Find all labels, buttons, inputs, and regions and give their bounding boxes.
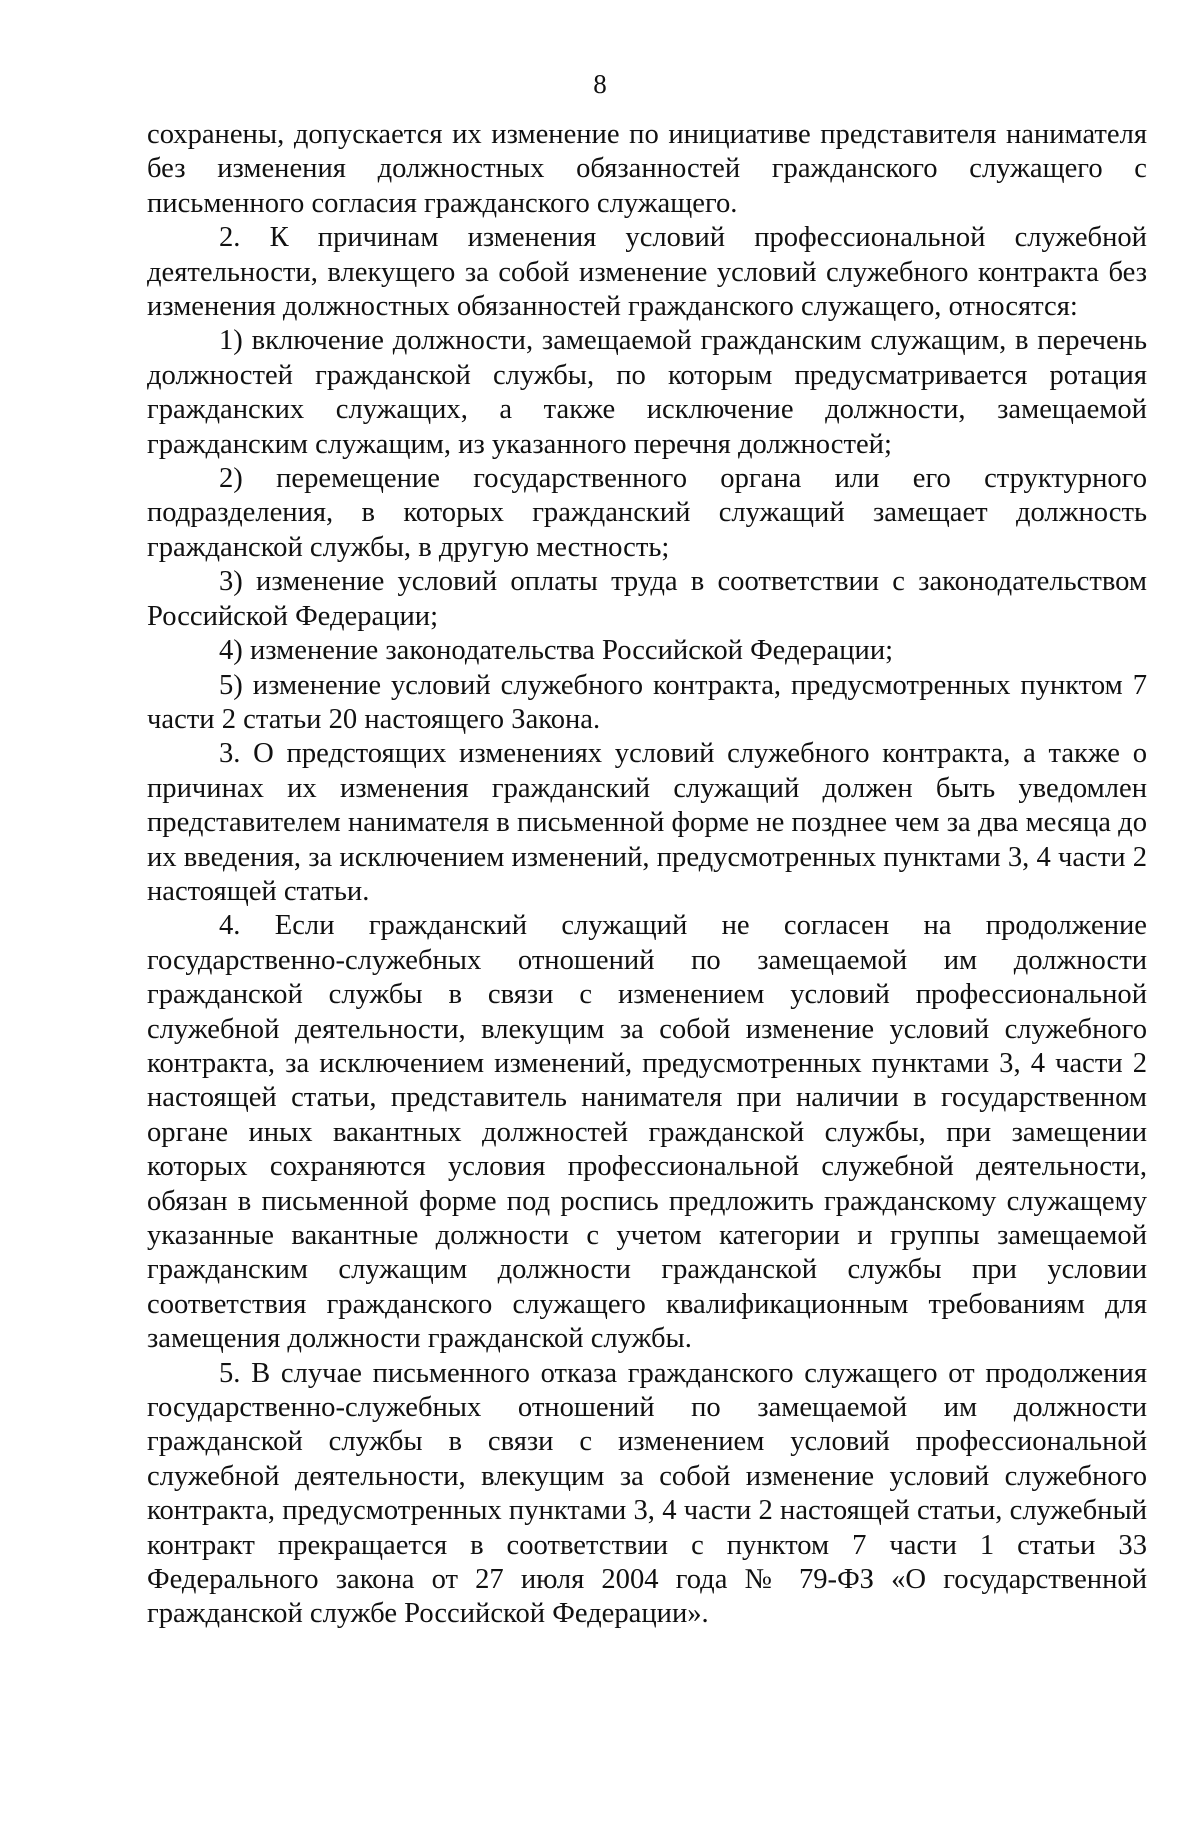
paragraph-point-4: 4. Если гражданский служащий не согласен на продолжение государственно-служебных отношений по замещаемой им должности гражданской службы в связи с изменением условий профессиональной служебной деятельности, влекущим за собой изменение условий служебного контракта, за исключением изменений, предусмотренных пунктами 3, 4 части 2 настоящей статьи, представитель нанимателя при наличии в государственном органе иных вакантных должностей гражданской службы, при замещении которых сохраняются условия профессиональной служебной деятельности, обязан в письменной форме под роспись предложить гражданскому служащему указанные вакантные должности с учетом категории и группы замещаемой гражданским служащим должности гражданской службы при условии соответствия гражданского служащего квалификационным требованиям для замещения должности гражданской службы. (147, 910, 1147, 1355)
paragraph-point-3: 3. О предстоящих изменениях условий служебного контракта, а также о причинах их изменения гражданский служащий должен быть уведомлен представителем нанимателя в письменной форме не позднее чем за два месяца до их введения, за исключением изменений, предусмотренных пунктами 3, 4 части 2 настоящей статьи. (147, 738, 1147, 907)
list-item-5: 5) изменение условий служебного контракта, предусмотренных пунктом 7 части 2 статьи 20 настоящего Закона. (147, 669, 1147, 735)
list-item-3: 3) изменение условий оплаты труда в соответствии с законодательством Российской Федерации; (147, 566, 1147, 632)
list-item-4: 4) изменение законодательства Российской Федерации; (219, 635, 894, 667)
document-body (147, 118, 1147, 1632)
paragraph-point-5: 5. В случае письменного отказа гражданского служащего от продолжения государственно-служебных отношений по замещаемой им должности гражданской службы в связи с изменением условий профессиональной служебной деятельности, влекущим за собой изменение условий служебного контракта, предусмотренных пунктами 3, 4 части 2 настоящей статьи, служебный контракт прекращается в соответствии с пунктом 7 части 1 статьи 33 Федерального закона от 27 июля 2004 года № 79-ФЗ «О государственной гражданской службе Российской Федерации». (147, 1357, 1147, 1630)
list-item-1: 1) включение должности, замещаемой гражданским служащим, в перечень должностей гражданской службы, по которым предусматривается ротация гражданских служащих, а также исключение должности, замещаемой гражданским служащим, из указанного перечня должностей; (147, 325, 1147, 460)
page-number: 8 (593, 69, 607, 99)
paragraph-continuation: сохранены, допускается их изменение по инициативе представителя нанимателя без изменения должностных обязанностей гражданского служащего с письменного согласия гражданского служащего. (147, 119, 1147, 219)
paragraph-point-2: 2. К причинам изменения условий профессиональной служебной деятельности, влекущего за собой изменение условий служебного контракта без изменения должностных обязанностей гражданского служащего, относятся: (147, 222, 1147, 323)
list-item-2: 2) перемещение государственного органа или его структурного подразделения, в которых гражданский служащий замещает должность гражданской службы, в другую местность; (147, 463, 1147, 563)
